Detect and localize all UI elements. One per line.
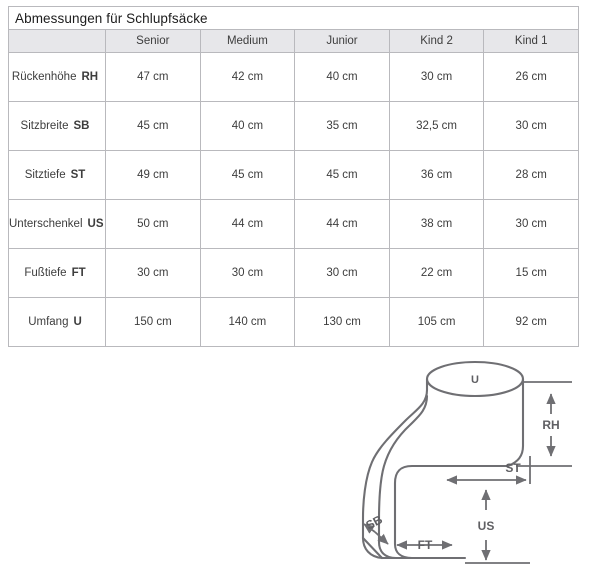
row-label-abbr: SB [73, 120, 90, 132]
row-label-fusstiefe [9, 249, 106, 298]
row-label-text: Sitzbreite [20, 120, 69, 132]
table-row [9, 151, 579, 200]
row-label-abbr: ST [70, 169, 86, 181]
label-us: US [477, 519, 495, 533]
table-title-row [9, 7, 579, 30]
cell-sitzbreite-medium: 40 cm [200, 102, 295, 151]
row-label-text: Sitztiefe [24, 169, 66, 181]
row-label-sitzbreite [9, 102, 106, 151]
outer-right-contour [508, 379, 523, 466]
table-row [9, 249, 579, 298]
cell-fusstiefe-junior: 30 cm [295, 249, 390, 298]
cell-umfang-senior: 150 cm [106, 298, 201, 347]
dimensions-table [8, 6, 579, 347]
cell-sitzbreite-junior: 35 cm [295, 102, 390, 151]
cell-ruckenhohe-senior: 47 cm [106, 53, 201, 102]
row-label-abbr: US [87, 218, 104, 230]
table-header-row [9, 30, 579, 53]
inner-fold-contour [379, 396, 427, 558]
table-title: Abmessungen für Schlupfsäcke [9, 7, 579, 30]
label-sb: SB [363, 512, 385, 533]
row-label-sitztiefe [9, 151, 106, 200]
cell-ruckenhohe-junior: 40 cm [295, 53, 390, 102]
table-row [9, 102, 579, 151]
cell-sitztiefe-senior: 49 cm [106, 151, 201, 200]
measurement-diagram [340, 352, 600, 579]
cell-ruckenhohe-medium: 42 cm [200, 53, 295, 102]
cell-unterschenkel-medium: 44 cm [200, 200, 295, 249]
row-label-abbr: U [73, 316, 82, 328]
row-label-unterschenkel [9, 200, 106, 249]
cell-sitzbreite-kind-1: 30 cm [484, 102, 579, 151]
label-u: U [471, 374, 479, 386]
cell-ruckenhohe-kind-2: 30 cm [389, 53, 484, 102]
size-table-container [8, 6, 578, 347]
row-label-text: Fußtiefe [24, 267, 67, 279]
table-row [9, 298, 579, 347]
cell-sitztiefe-kind-1: 28 cm [484, 151, 579, 200]
cell-fusstiefe-medium: 30 cm [200, 249, 295, 298]
cell-unterschenkel-kind-2: 38 cm [389, 200, 484, 249]
cell-sitzbreite-kind-2: 32,5 cm [389, 102, 484, 151]
cell-fusstiefe-senior: 30 cm [106, 249, 201, 298]
cell-unterschenkel-junior: 44 cm [295, 200, 390, 249]
row-label-abbr: RH [81, 71, 99, 83]
header-cell-medium: Medium [200, 30, 295, 53]
header-cell-junior: Junior [295, 30, 390, 53]
cell-sitzbreite-senior: 45 cm [106, 102, 201, 151]
label-st: ST [505, 461, 521, 475]
row-label-text: Umfang [28, 316, 69, 328]
cell-ruckenhohe-kind-1: 26 cm [484, 53, 579, 102]
header-cell-kind-1: Kind 1 [484, 30, 579, 53]
row-label-ruckenhohe [9, 53, 106, 102]
cell-sitztiefe-kind-2: 36 cm [389, 151, 484, 200]
cell-unterschenkel-senior: 50 cm [106, 200, 201, 249]
table-row [9, 53, 579, 102]
row-label-umfang [9, 298, 106, 347]
cell-sitztiefe-junior: 45 cm [295, 151, 390, 200]
cell-fusstiefe-kind-1: 15 cm [484, 249, 579, 298]
header-cell-senior: Senior [106, 30, 201, 53]
cell-umfang-junior: 130 cm [295, 298, 390, 347]
cell-umfang-medium: 140 cm [200, 298, 295, 347]
row-label-text: Rückenhöhe [11, 71, 77, 83]
cell-fusstiefe-kind-2: 22 cm [389, 249, 484, 298]
table-row [9, 200, 579, 249]
label-rh: RH [542, 418, 560, 432]
sb-arrow-downright [375, 532, 388, 544]
row-label-text: Unterschenkel [9, 218, 83, 230]
header-cell-kind-2: Kind 2 [389, 30, 484, 53]
header-cell-corner [9, 30, 106, 53]
cell-unterschenkel-kind-1: 30 cm [484, 200, 579, 249]
cell-sitztiefe-medium: 45 cm [200, 151, 295, 200]
sack-outline-shape [363, 362, 523, 558]
label-ft: FT [417, 538, 433, 552]
cell-umfang-kind-1: 92 cm [484, 298, 579, 347]
row-label-abbr: FT [71, 267, 86, 279]
cell-umfang-kind-2: 105 cm [389, 298, 484, 347]
